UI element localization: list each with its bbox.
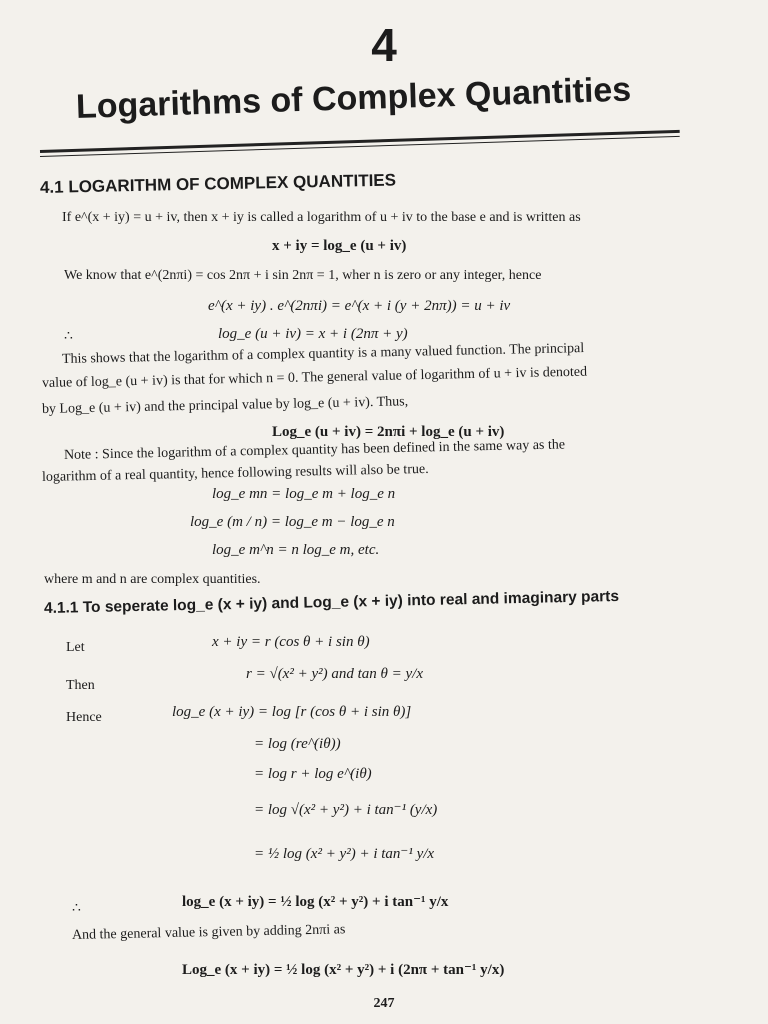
label-then: Then xyxy=(66,678,95,693)
equation-exponential: e^(x + iy) . e^(2nπi) = e^(x + i (y + 2nπ)) = u + iv xyxy=(208,298,511,314)
derivation-step-3: = log r + log e^(iθ) xyxy=(254,766,372,782)
log-rule-product: log_e mn = log_e m + log_e n xyxy=(212,486,396,502)
text-line-definition: If e^(x + iy) = u + iv, then x + iy is called a logarithm of u + iv to the base e and is written as xyxy=(62,210,581,225)
chapter-title: Logarithms of Complex Quantities xyxy=(75,70,632,126)
paragraph-many-valued-line2: value of log_e (u + iv) is that for which n = 0. The general value of logarithm of u + iv is denoted xyxy=(41,364,588,391)
result-general-value: Log_e (x + iy) = ½ log (x² + y²) + i (2nπ + tan⁻¹ y/x) xyxy=(182,962,505,978)
derivation-step-5: = ½ log (x² + y²) + i tan⁻¹ y/x xyxy=(254,846,435,862)
equation-polar-form: x + iy = r (cos θ + i sin θ) xyxy=(212,634,370,650)
log-rule-quotient: log_e (m / n) = log_e m − log_e n xyxy=(190,514,395,530)
equation-log-definition: x + iy = log_e (u + iv) xyxy=(272,238,407,254)
text-line-we-know: We know that e^(2nπi) = cos 2nπ + i sin 2nπ = 1, wher n is zero or any integer, hence xyxy=(64,268,542,283)
note-line2: logarithm of a real quantity, hence following results will also be true. xyxy=(41,461,429,485)
derivation-step-1: log_e (x + iy) = log [r (cos θ + i sin θ)] xyxy=(172,704,412,720)
page-number: 247 xyxy=(373,996,395,1011)
therefore-symbol-2: ∴ xyxy=(72,901,81,916)
derivation-step-2: = log (re^(iθ)) xyxy=(254,736,341,752)
result-principal-value: log_e (x + iy) = ½ log (x² + y²) + i tan⁻¹ y/x xyxy=(182,894,449,910)
derivation-step-4: = log √(x² + y²) + i tan⁻¹ (y/x) xyxy=(254,802,438,818)
paragraph-many-valued-line1: This shows that the logarithm of a complex quantity is a many valued function. The principal xyxy=(61,341,585,367)
label-let: Let xyxy=(66,640,85,655)
equation-log-general-form: log_e (u + iv) = x + i (2nπ + y) xyxy=(218,326,408,342)
section-heading-4-1: 4.1 LOGARITHM OF COMPLEX QUANTITIES xyxy=(39,170,397,197)
label-hence: Hence xyxy=(66,710,102,725)
title-rule-thick xyxy=(40,130,680,153)
text-where-complex: where m and n are complex quantities. xyxy=(44,572,261,587)
chapter-number: 4 xyxy=(371,19,397,71)
equation-modulus-argument: r = √(x² + y²) and tan θ = y/x xyxy=(246,666,424,682)
text-general-value: And the general value is given by adding 2nπi as xyxy=(71,922,346,943)
paragraph-many-valued-line3: by Log_e (u + iv) and the principal value by log_e (u + iv). Thus, xyxy=(41,394,409,417)
note-line1: Note : Since the logarithm of a complex quantity has been defined in the same way as the xyxy=(63,437,566,463)
equation-general-value: Log_e (u + iv) = 2nπi + log_e (u + iv) xyxy=(272,424,505,440)
section-heading-4-1-1: 4.1.1 To seperate log_e (x + iy) and Log_e (x + iy) into real and imaginary parts xyxy=(43,587,620,617)
log-rule-power: log_e m^n = n log_e m, etc. xyxy=(212,542,380,558)
therefore-symbol-1: ∴ xyxy=(64,329,73,344)
